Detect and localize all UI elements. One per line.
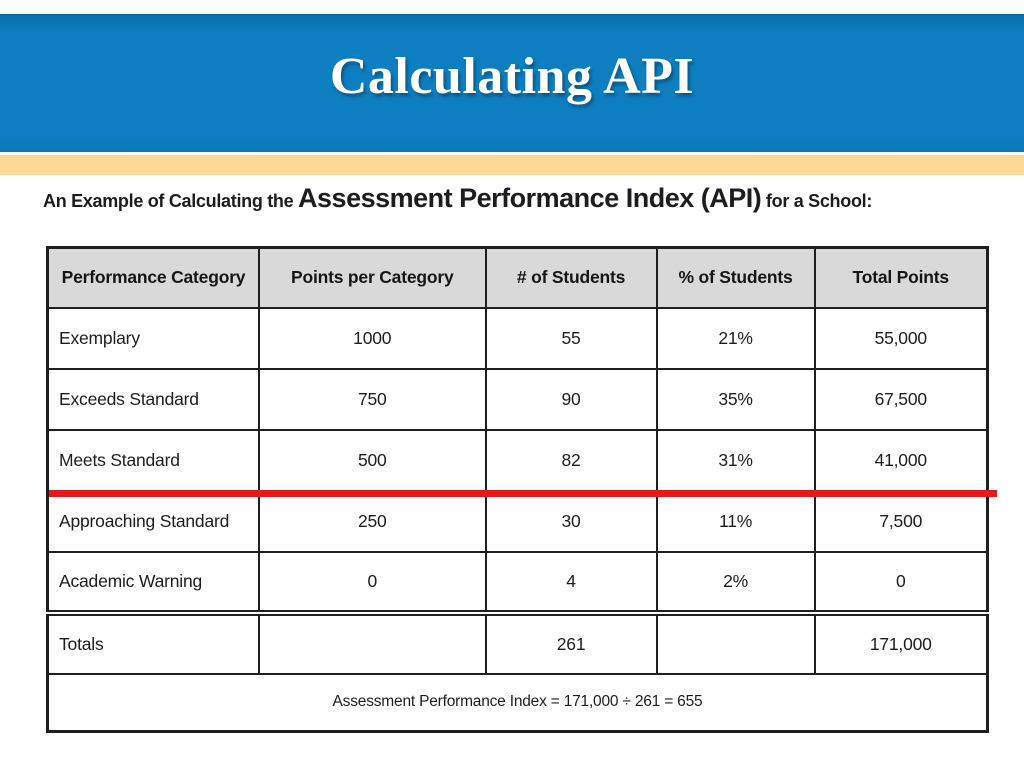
col-header-num-students: # of Students — [486, 248, 657, 308]
intro-prefix: An Example of Calculating the — [43, 191, 299, 211]
cell-students: 30 — [486, 491, 657, 552]
table-row-meets-standard — [48, 430, 988, 491]
api-formula-text: Assessment Performance Index = 171,000 ÷ 261 = 655 — [48, 674, 988, 732]
table-row-exceeds-standard — [48, 369, 988, 430]
cell-category: Totals — [48, 613, 259, 674]
cell-students: 4 — [486, 552, 657, 613]
cell-category: Academic Warning — [48, 552, 259, 613]
table-row-approaching-standard — [48, 491, 988, 552]
cell-points — [259, 613, 486, 674]
cell-points: 1000 — [259, 308, 486, 369]
cell-total: 41,000 — [815, 430, 988, 491]
title-banner — [0, 14, 1024, 152]
cell-total: 0 — [815, 552, 988, 613]
cell-pct — [657, 613, 815, 674]
intro-suffix: for a School: — [761, 191, 873, 211]
cell-category: Meets Standard — [48, 430, 259, 491]
col-header-total-points: Total Points — [815, 248, 988, 308]
cell-total: 67,500 — [815, 369, 988, 430]
cell-category: Exceeds Standard — [48, 369, 259, 430]
cell-pct: 21% — [657, 308, 815, 369]
formula-row — [48, 674, 988, 732]
cell-students: 55 — [486, 308, 657, 369]
cell-total: 7,500 — [815, 491, 988, 552]
slide-title: Calculating API — [329, 47, 695, 105]
intro-emphasis: Assessment Performance Index (API) — [298, 183, 762, 213]
col-header-performance-category: Performance Category — [48, 248, 259, 308]
cell-pct: 35% — [657, 369, 815, 430]
cell-points: 250 — [259, 491, 486, 552]
cell-category: Exemplary — [48, 308, 259, 369]
cell-category: Approaching Standard — [48, 491, 259, 552]
accent-stripe — [0, 155, 1024, 175]
table-row-totals — [48, 613, 988, 674]
cell-pct: 2% — [657, 552, 815, 613]
cell-pct: 11% — [657, 491, 815, 552]
cell-pct: 31% — [657, 430, 815, 491]
cell-students: 82 — [486, 430, 657, 491]
cell-points: 750 — [259, 369, 486, 430]
table-row-academic-warning — [48, 552, 988, 613]
col-header-pct-students: % of Students — [657, 248, 815, 308]
cell-points: 0 — [259, 552, 486, 613]
cell-students: 261 — [486, 613, 657, 674]
col-header-points-per-category: Points per Category — [259, 248, 486, 308]
table-row-exemplary — [48, 308, 988, 369]
header-row — [48, 248, 988, 308]
cell-points: 500 — [259, 430, 486, 491]
cell-total: 55,000 — [815, 308, 988, 369]
intro-text — [43, 183, 993, 214]
cell-total: 171,000 — [815, 613, 988, 674]
cell-students: 90 — [486, 369, 657, 430]
cut-line — [49, 490, 997, 497]
